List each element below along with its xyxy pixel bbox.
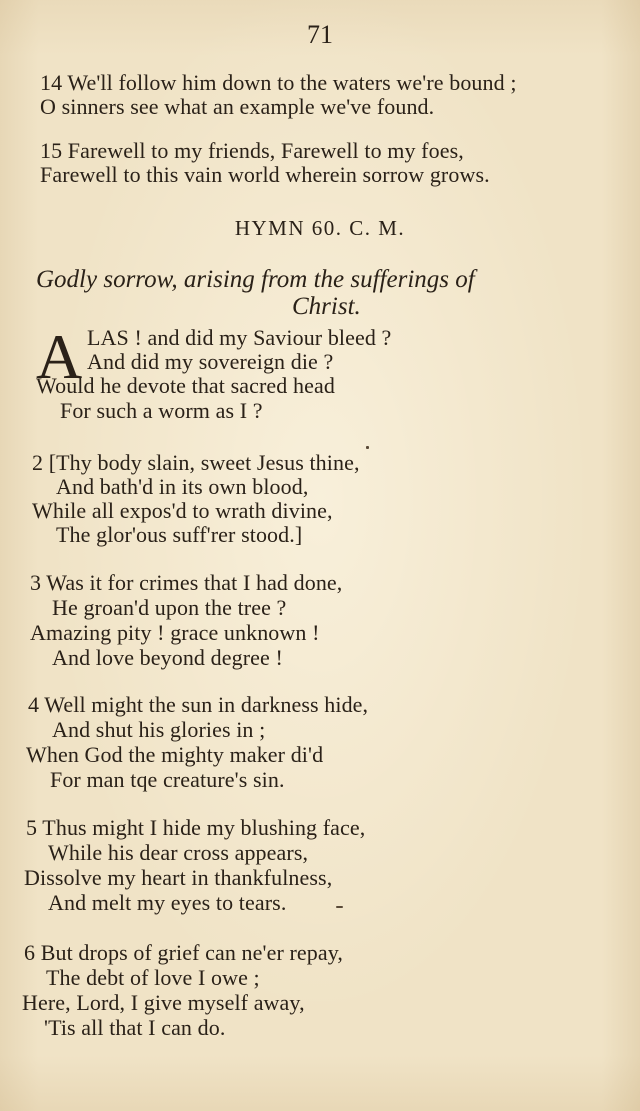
paper-speck — [366, 446, 369, 449]
stanza-2-line-1: 2 [Thy body slain, sweet Jesus thine, — [32, 450, 360, 475]
stanza-6-line-4: 'Tis all that I can do. — [44, 1015, 226, 1040]
stanza-4-line-2: And shut his glories in ; — [52, 717, 266, 742]
stanza-1-line-3: Would he devote that sacred head — [36, 373, 335, 398]
stanza-3-line-4: And love beyond degree ! — [52, 645, 283, 670]
stanza-5-line-4: And melt my eyes to tears. — [48, 890, 287, 915]
stanza-3-line-2: He groan'd upon the tree ? — [52, 595, 287, 620]
hymn-subtitle-line-2: Christ. — [292, 293, 361, 320]
verse-15-line-1: 15 Farewell to my friends, Farewell to my foes, — [40, 138, 464, 163]
stanza-5-line-1: 5 Thus might I hide my blushing face, — [26, 815, 366, 840]
stanza-3-line-3: Amazing pity ! grace unknown ! — [30, 620, 320, 645]
verse-14-line-1: 14 We'll follow him down to the waters we're bound ; — [40, 70, 517, 95]
stanza-4-line-4: For man tqe creature's sin. — [50, 767, 285, 792]
stanza-5-line-2: While his dear cross appears, — [48, 840, 309, 865]
verse-14-line-2: O sinners see what an example we've found. — [40, 94, 435, 119]
hymn-subtitle-line-1: Godly sorrow, arising from the sufferings of — [36, 266, 475, 293]
page-number: 71 — [307, 20, 333, 49]
drop-cap: A — [36, 321, 83, 392]
stanza-1-line-4: For such a worm as I ? — [60, 398, 263, 423]
stanza-4-line-3: When God the mighty maker di'd — [26, 742, 324, 767]
stanza-6-line-2: The debt of love I owe ; — [46, 965, 260, 990]
stanza-3-line-1: 3 Was it for crimes that I had done, — [30, 570, 343, 595]
stanza-4-line-1: 4 Well might the sun in darkness hide, — [28, 692, 369, 717]
hymn-title: HYMN 60. C. M. — [234, 216, 406, 240]
stanza-6-line-3: Here, Lord, I give myself away, — [22, 990, 305, 1015]
stanza-2-line-2: And bath'd in its own blood, — [56, 474, 309, 499]
paper-speck — [336, 906, 343, 908]
verse-15-line-2: Farewell to this vain world wherein sorrow grows. — [40, 162, 490, 187]
stanza-2-line-3: While all expos'd to wrath divine, — [32, 498, 333, 523]
stanza-1-line-2: And did my sovereign die ? — [87, 349, 334, 374]
stanza-6-line-1: 6 But drops of grief can ne'er repay, — [24, 940, 344, 965]
stanza-2-line-4: The glor'ous suff'rer stood.] — [56, 522, 303, 547]
stanza-5-line-3: Dissolve my heart in thankfulness, — [24, 865, 333, 890]
stanza-1-line-1: LAS ! and did my Saviour bleed ? — [87, 325, 392, 350]
